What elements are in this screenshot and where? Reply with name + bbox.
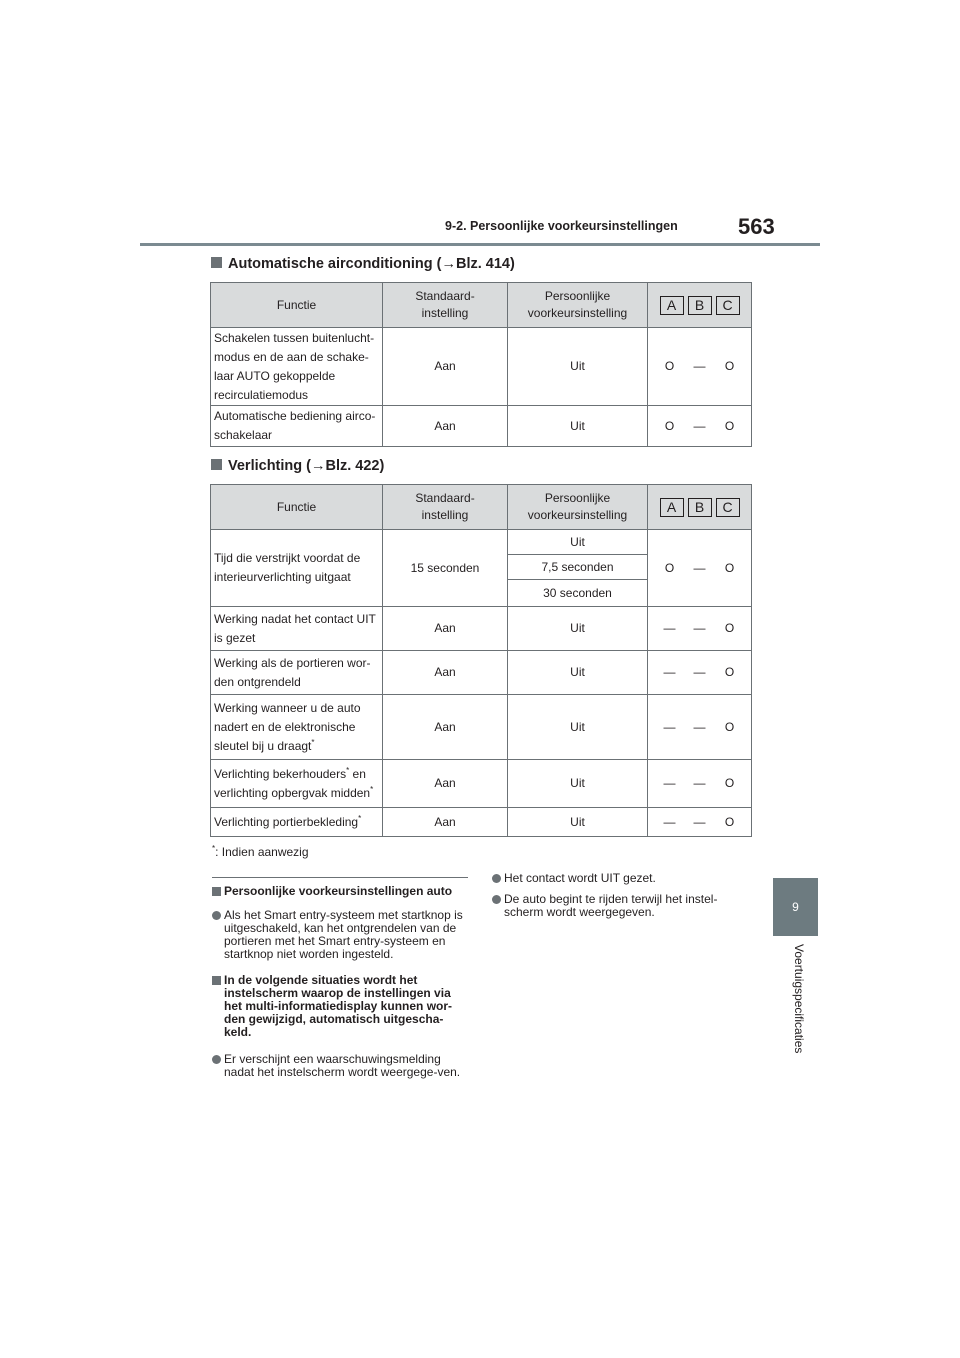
table-row: Werking nadat het contact UIT is gezet Aan Uit — — O — [211, 607, 752, 651]
table-header — [211, 485, 752, 530]
notes-left — [212, 885, 470, 1085]
square-bullet-icon — [211, 459, 222, 470]
page-number: 563 — [738, 214, 775, 239]
notes-divider — [212, 877, 468, 878]
col-abc: A B C — [648, 283, 752, 328]
dot-bullet-icon — [492, 874, 501, 883]
chapter-label: Voertuigspecificaties — [792, 944, 806, 1054]
note-heading: In de volgende situaties wordt het instelscherm waarop de instellingen via het multi-informatiedisplay kunnen wor-den gewijzigd, automatisch uitgescha-keld. — [212, 974, 470, 1039]
notes-right — [492, 872, 752, 932]
table-row: Verlichting bekerhouders* en verlichting opbergvak midden* Aan Uit — — O — [211, 760, 752, 808]
col-persoonlijk: Persoonlijke voorkeursinstelling — [508, 283, 648, 328]
table-header — [211, 283, 752, 328]
note-bullet: Het contact wordt UIT gezet. — [492, 872, 656, 885]
footnote: *: Indien aanwezig — [212, 844, 309, 859]
table-row: 7,5 seconden — [211, 555, 752, 580]
table-row: Werking als de portieren wor- den ontgrendeld Aan Uit — — O — [211, 651, 752, 695]
note-bullet: De auto begint te rijden terwijl het instel-scherm wordt weergegeven. — [492, 893, 752, 919]
table-row: Verlichting portierbekleding* Aan Uit — — O — [211, 808, 752, 837]
dot-bullet-icon — [212, 1055, 221, 1064]
table-row: Tijd die verstrijkt voordat de interieurverlichting uitgaat 15 seconden Uit O — O — [211, 530, 752, 555]
note-heading: Persoonlijke voorkeursinstellingen auto — [212, 885, 452, 898]
dot-bullet-icon — [212, 911, 221, 920]
col-abc: A B C — [648, 485, 752, 530]
table-row: 30 seconden — [211, 580, 752, 607]
col-standaard: Standaard- instelling — [383, 283, 508, 328]
note-bullet: Als het Smart entry-systeem met startknop is uitgeschakeld, kan het ontgrendelen van de portieren met het Smart entry-systeem en startknop niet worden ingesteld. — [212, 909, 470, 961]
table-row: Automatische bediening airco- schakelaar Aan Uit O — O — [211, 406, 752, 447]
section-title-verlichting: Verlichting (→Blz. 422) — [211, 458, 384, 474]
verlichting-table — [210, 484, 752, 837]
section-title-airco: Automatische airconditioning (→Blz. 414) — [211, 256, 515, 272]
col-standaard: Standaard- instelling — [383, 485, 508, 530]
header-rule — [140, 243, 820, 246]
table-row: Schakelen tussen buitenlucht- modus en de aan de schake- laar AUTO gekoppelde recirculatiemodus Aan Uit O — O — [211, 328, 752, 406]
col-persoonlijk: Persoonlijke voorkeursinstelling — [508, 485, 648, 530]
table-row: Werking wanneer u de auto nadert en de elektronische sleutel bij u draagt* Aan Uit — — O — [211, 695, 752, 760]
col-functie: Functie — [211, 283, 383, 328]
section-header: 9-2. Persoonlijke voorkeursinstellingen — [445, 219, 678, 233]
square-bullet-icon — [212, 976, 221, 985]
square-bullet-icon — [211, 257, 222, 268]
col-functie: Functie — [211, 485, 383, 530]
airco-table — [210, 282, 752, 447]
square-bullet-icon — [212, 887, 221, 896]
dot-bullet-icon — [492, 895, 501, 904]
note-bullet: Er verschijnt een waarschuwingsmelding nadat het instelscherm wordt weergege-ven. — [212, 1053, 470, 1079]
chapter-tab: 9 — [773, 878, 818, 936]
